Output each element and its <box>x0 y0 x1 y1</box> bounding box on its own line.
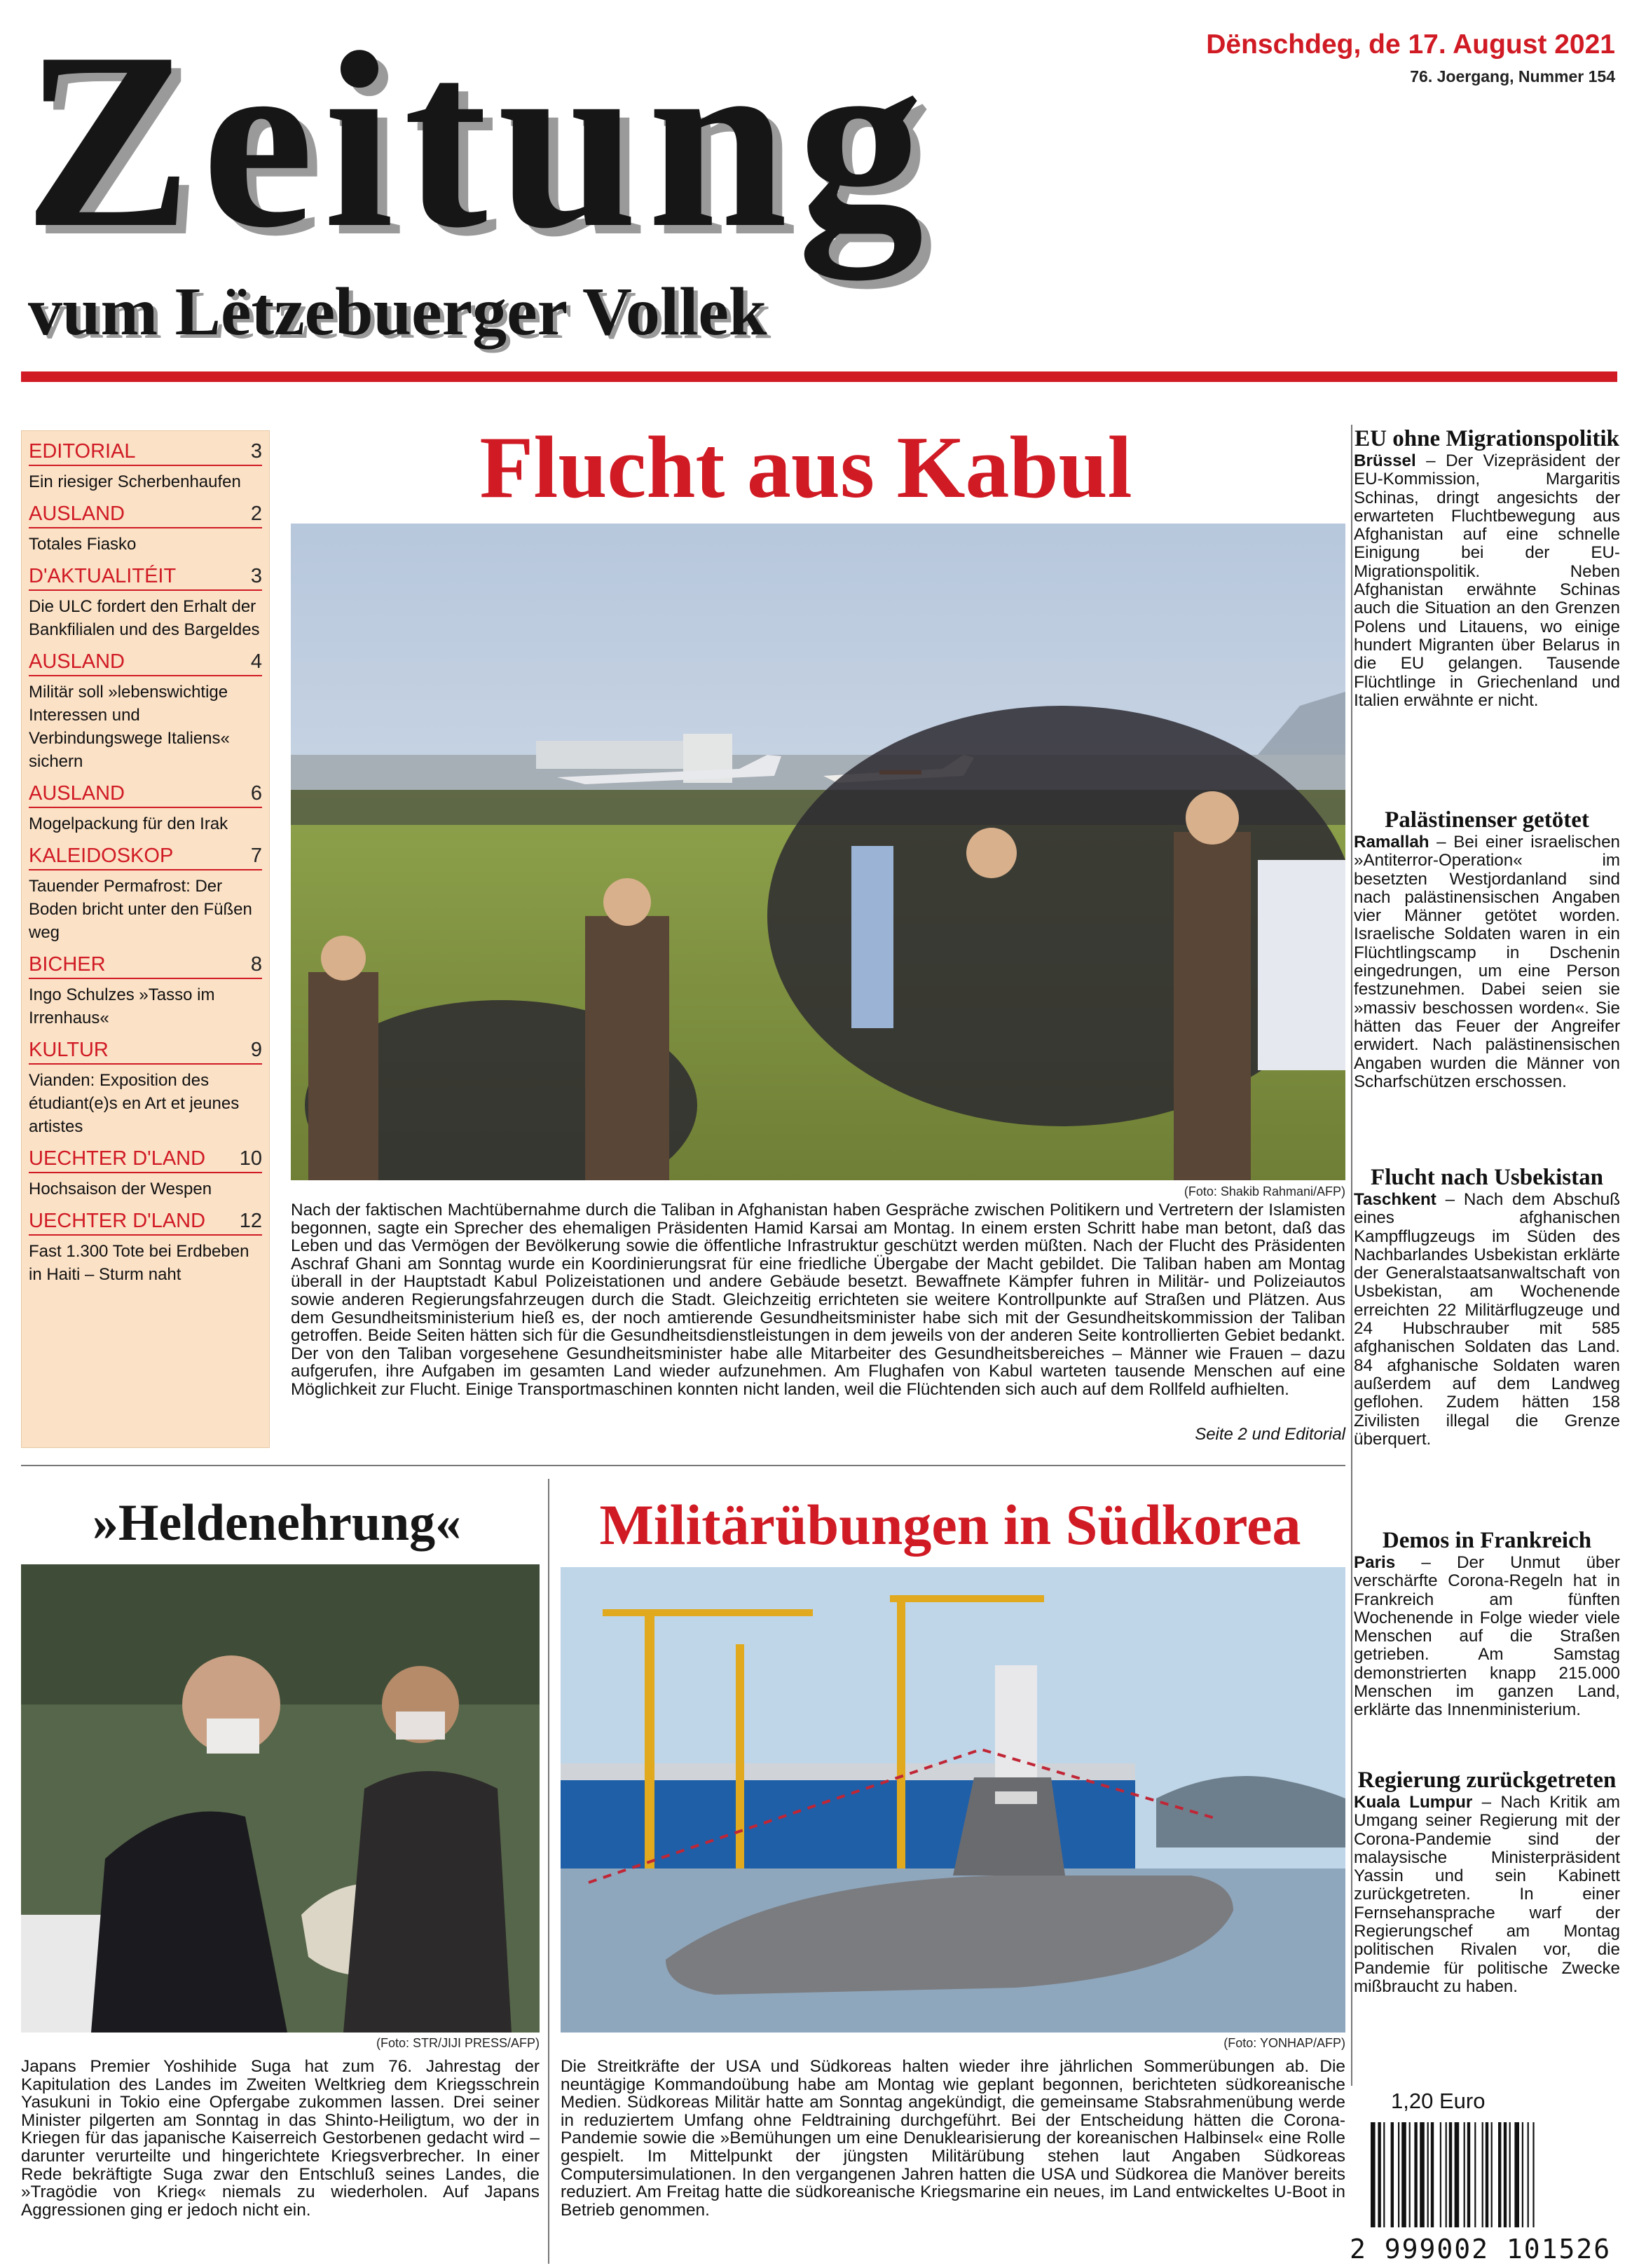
brief-body: – Der Vizepräsident der EU-Kommission, Margaritis Schinas, dringt angesichts der erwarteten Fluchtbewegung aus Afghanistan auf eine schnelle Einigung bei der EU-Migrationspolitik. Neben Afghanistan erwähnte Schinas auch die Situation an den Grenzen Polens und Litauens, wo einige hundert Migranten über Belarus in die EU gelangen. Tausende Flüchtlinge in Griechenland und Italien erwähnte er nicht. <box>1354 451 1620 710</box>
index-teaser: Mogelpackung für den Irak <box>29 814 228 833</box>
index-teaser: Ein riesiger Scherbenhaufen <box>29 472 241 491</box>
lead-headline[interactable]: Flucht aus Kabul <box>479 419 1132 517</box>
issue-date: Dënschdeg, de 17. August 2021 <box>1206 29 1615 60</box>
news-brief <box>1354 1768 1620 2062</box>
index-teaser: Hochsaison der Wespen <box>29 1180 212 1198</box>
brief-title[interactable]: Regierung zurückgetreten <box>1357 1768 1617 1793</box>
brief-text <box>1354 452 1620 710</box>
brief-text <box>1354 833 1620 1091</box>
news-brief <box>1354 807 1620 1158</box>
brief-text <box>1354 1554 1620 1720</box>
index-section: D'AKTUALITÉIT <box>29 565 177 587</box>
index-item[interactable] <box>29 781 262 835</box>
index-section: EDITORIAL <box>29 440 136 463</box>
brief-dateline: Ramallah <box>1354 833 1429 852</box>
news-brief <box>1354 1528 1620 1766</box>
masthead-title: Zeitung <box>24 0 934 280</box>
index-item[interactable] <box>29 844 262 944</box>
index-page: 12 <box>239 1210 262 1232</box>
kabul-airport-photo <box>291 524 1345 1180</box>
column-rule <box>1351 425 1352 2086</box>
index-page: 8 <box>250 953 262 976</box>
index-section: UECHTER D'LAND <box>29 1210 206 1232</box>
korea-article-body: Die Streitkräfte der USA und Südkoreas halten wieder ihre jährlichen Sommerübungen ab. Die neuntägige Kommandoübung habe am Montag wie geplant begonnen, berichteten südkoreanische Medien. Südkoreas Militär hatte am Sonntag angekündigt, die gemeinsame Stabsrahmenübung werde in reduziertem Umfang ohne Feldtraining durchgeführt. Bei der Entscheidung hätten die Corona-Pandemie sowie die »Bemühungen um eine Denuklearisierung der koreanischen Halbinsel« eine Rolle gespielt. Im Mittelpunkt der jüngsten Militärübung stehen laut Angaben Südkoreas Computersimulationen. In den vergangenen Jahren hatten die USA und Südkorea die Manöver bereits reduziert. Am Freitag hatte die südkoreanische Kriegsmarine ein neues, im Land entwickeltes U-Boot in Betrieb genommen. <box>561 2057 1345 2220</box>
index-item[interactable] <box>29 1147 262 1201</box>
index-item[interactable] <box>29 564 262 641</box>
index-teaser: Ingo Schulzes »Tasso im Irrenhaus« <box>29 985 215 1027</box>
index-teaser: Totales Fiasko <box>29 535 137 554</box>
brief-title[interactable]: Flucht nach Usbekistan <box>1371 1165 1603 1190</box>
brief-body: – Nach dem Abschuß eines afghanischen Kampfflugzeugs im Süden des Nachbarlandes Usbekistan erklärte der Generalstaatsanwaltschaft von Usbekistan, am Wochenende erreichten 22 Militärflugzeuge und 24 Hubschrauber mit 585 afghanischen Soldaten das Land. 84 afghanische Soldaten waren außerdem auf dem Landweg geflohen. Zudem hätten 158 Zivilisten illegal die Grenze überquert. <box>1354 1190 1620 1449</box>
korea-headline[interactable]: Militärübungen in Südkorea <box>599 1493 1301 1557</box>
brief-body: – Der Unmut über verschärfte Corona-Regeln hat in Frankreich am fünften Wochenende in Folge wieder viele Menschen auf die Straßen getrieben. Am Samstag demonstrierten knapp 215.000 Menschen im ganzen Land, erklärte das Innenministerium. <box>1354 1553 1620 1720</box>
brief-dateline: Taschkent <box>1354 1190 1436 1209</box>
index-section: KALEIDOSKOP <box>29 845 174 867</box>
index-page: 9 <box>250 1039 262 1061</box>
index-page: 3 <box>250 440 262 463</box>
lead-page-reference[interactable]: Seite 2 und Editorial <box>1195 1425 1345 1444</box>
brief-body: – Bei einer israelischen »Antiterror-Operation« im besetzten Westjordanland sind nach palästinensischen Angaben vier Männer getötet worden. Israelische Soldaten waren in ein Flüchtlingscamp in Dschenin eingedrungen, um eine Person festzunehmen. Dabei seien sie »massiv beschossen worden«. Sie hätten das Feuer der Angreifer erwidert. Nach palästinensischen Angaben wurden die Männer von Scharfschützen erschossen. <box>1354 833 1620 1091</box>
index-page: 4 <box>250 650 262 673</box>
issue-number: 76. Joergang, Nummer 154 <box>1410 67 1615 86</box>
index-page: 6 <box>250 782 262 805</box>
japan-article-body: Japans Premier Yoshihide Suga hat zum 76. Jahrestag der Kapitulation des Landes im Zweiten Weltkrieg dem Kriegsschrein Yasukuni in Tokio eine Opfergabe zukommen lassen. Drei seiner Minister pilgerten am Sonntag in das Shinto-Heiligtum, wo der in Kriegen für das japanische Kaiserreich Gestorbenen gedacht wird – darunter verurteilte und hingerichtete Kriegsverbrecher. In einer Rede bekräftigte Suga zwar den Entschluß seines Landes, die »Tragödie von Krieg« niemals zu wiederholen. Auf Japans Aggressionen ging er jedoch nicht ein. <box>21 2057 540 2220</box>
table-of-contents <box>21 430 270 1448</box>
index-section: AUSLAND <box>29 503 125 525</box>
lead-article-body: Nach der faktischen Machtübernahme durch die Taliban in Afghanistan haben Gespräche zwischen Politikern und Vertretern der Islamisten begonnen, sagte ein Sprecher des ehemaligen Präsidenten Hamid Karsai am Montag. In einem ersten Schritt habe man betont, daß das Leben und das Vermögen der Bevölkerung sowie die öffentliche Infrastruktur geschützt werden müßten. Nach der Flucht des Präsidenten Aschraf Ghani am Sonntag wurde ein Koordinierungsrat für eine friedliche Übergabe der Macht gebildet. Die Taliban haben am Montag überall in der Hauptstadt Kabul Polizeistationen und andere Gebäude besetzt. Bewaffnete Kämpfer fuhren in Militär- und Polizeiautos sowie anderen Regierungsfahrzeugen durch die Stadt. Gleichzeitig errichteten sie weitere Kontrollpunkte auf Straßen und Plätzen. Aus dem Gesundheitsministerium hieß es, der noch amtierende Gesundheitsminister habe sich mit der Gesundheitskommission der Taliban getroffen. Beide Seiten hätten sich für die Gesundheitsdienstleistungen in dem jeweils von der anderen Seite kontrollierten Gebiet bedankt. Der von den Taliban vorgesehene Gesundheitsminister habe alle Mitarbeiter des Gesundheitsbereiches – Männer wie Frauen – dazu aufgerufen, ihre Aufgaben im gesamten Land wieder aufzunehmen. Am Flughafen von Kabul warteten tausende Menschen auf eine Möglichkeit zur Flucht. Einige Transportmaschinen konnten nicht landen, weil die Flüchtenden sich auch auf dem Rollfeld aufhielten. <box>291 1201 1345 1399</box>
masthead-subtitle: vum Lëtzebuerger Vollek <box>28 274 767 350</box>
brief-dateline: Paris <box>1354 1553 1396 1572</box>
price: 1,20 Euro <box>1391 2089 1486 2113</box>
index-item[interactable] <box>29 1038 262 1138</box>
column-rule <box>548 1479 549 2264</box>
index-section: AUSLAND <box>29 650 125 673</box>
index-teaser: Fast 1.300 Tote bei Erdbeben in Haiti – Sturm naht <box>29 1242 249 1284</box>
index-teaser: Vianden: Exposition des étudiant(e)s en Art et jeunes artistes <box>29 1071 240 1136</box>
index-teaser: Tauender Permafrost: Der Boden bricht unter den Füßen weg <box>29 877 252 942</box>
index-item[interactable] <box>29 439 262 493</box>
column-rule <box>21 1465 1345 1466</box>
brief-dateline: Brüssel <box>1354 451 1416 470</box>
japan-headline[interactable]: »Heldenehrung« <box>92 1494 462 1552</box>
index-section: UECHTER D'LAND <box>29 1147 206 1170</box>
masthead-rule <box>21 371 1617 382</box>
brief-title[interactable]: Palästinenser getötet <box>1385 807 1589 833</box>
index-item[interactable] <box>29 952 262 1030</box>
brief-body: – Nach Kritik am Umgang seiner Regierung mit der Corona-Pandemie sind der malaysische Ministerpräsident Yassin und sein Kabinett zurückgetreten. In einer Fernsehansprache warf der Regierungschef am Montag politischen Rivalen vor, die Pandemie für politische Zwecke mißbraucht zu haben. <box>1354 1793 1620 1996</box>
index-section: AUSLAND <box>29 782 125 805</box>
barcode-number: 2 999002 101526 <box>1350 2234 1612 2264</box>
index-teaser: Die ULC fordert den Erhalt der Bankfilialen und des Bargeldes <box>29 597 260 639</box>
brief-text <box>1354 1191 1620 1449</box>
submarine-photo <box>561 1567 1345 2033</box>
index-page: 2 <box>250 503 262 525</box>
japan-photo-credit: (Foto: STR/JIJI PRESS/AFP) <box>376 2036 540 2050</box>
index-page: 7 <box>250 845 262 867</box>
index-item[interactable] <box>29 650 262 773</box>
brief-title[interactable]: Demos in Frankreich <box>1382 1528 1592 1553</box>
index-page: 3 <box>250 565 262 587</box>
suga-photo <box>21 1564 540 2033</box>
brief-dateline: Kuala Lumpur <box>1354 1793 1473 1812</box>
index-section: BICHER <box>29 953 106 976</box>
index-teaser: Militär soll »lebenswichtige Interessen und Verbindungswege Italiens« sichern <box>29 683 230 771</box>
lead-photo-credit: (Foto: Shakib Rahmani/AFP) <box>1184 1184 1345 1198</box>
news-brief <box>1354 1165 1620 1515</box>
brief-title[interactable]: EU ohne Migrationspolitik <box>1355 426 1619 451</box>
korea-photo-credit: (Foto: YONHAP/AFP) <box>1223 2036 1345 2050</box>
index-page: 10 <box>239 1147 262 1170</box>
barcode-bars <box>1350 2119 1623 2232</box>
news-brief <box>1354 426 1620 791</box>
index-section: KULTUR <box>29 1039 109 1061</box>
brief-text <box>1354 1794 1620 1996</box>
index-item[interactable] <box>29 502 262 556</box>
index-item[interactable] <box>29 1209 262 1286</box>
barcode <box>1350 2119 1623 2264</box>
